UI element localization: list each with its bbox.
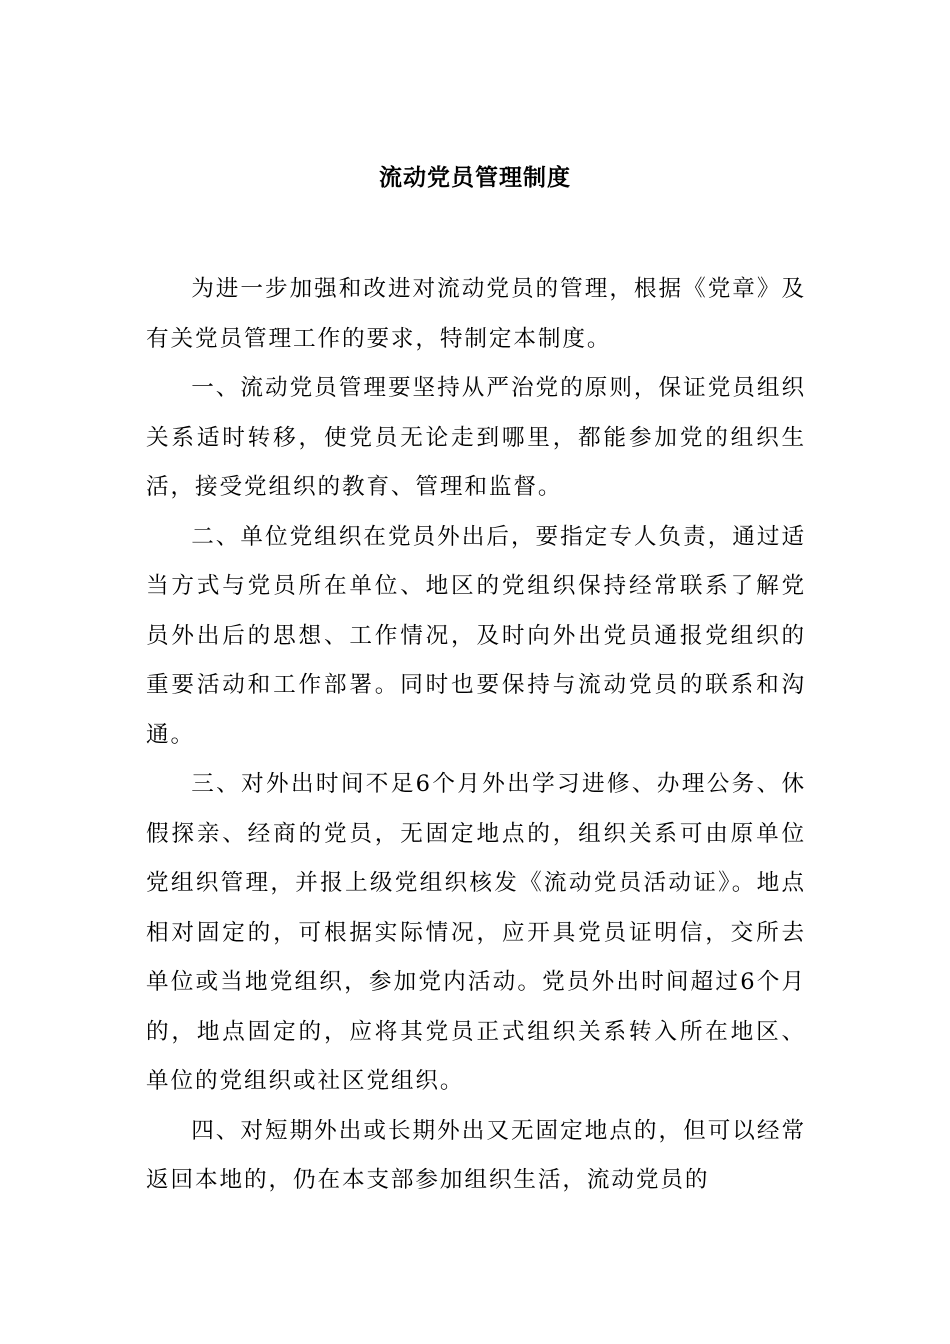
paragraph-article-1: 一、流动党员管理要坚持从严治党的原则，保证党员组织关系适时转移，使党员无论走到哪里，都能参加党的组织生活，接受党组织的教育、管理和监督。: [146, 375, 806, 500]
document-title: 流动党员管理制度: [379, 164, 571, 191]
paragraph-intro: 为进一步加强和改进对流动党员的管理，根据《党章》及有关党员管理工作的要求，特制定本制度。: [146, 276, 806, 352]
paragraph-article-2: 二、单位党组织在党员外出后，要指定专人负责，通过适当方式与党员所在单位、地区的党组织保持经常联系了解党员外出后的思想、工作情况，及时向外出党员通报党组织的重要活动和工作部署。同时也要保持与流动党员的联系和沟通。: [146, 523, 806, 748]
paragraph-article-4: 四、对短期外出或长期外出又无固定地点的，但可以经常返回本地的，仍在本支部参加组织生活，流动党员的: [146, 1117, 806, 1193]
document-body: [146, 265, 806, 1206]
paragraph-article-3: 三、对外出时间不足6个月外出学习进修、办理公务、休假探亲、经商的党员，无固定地点的，组织关系可由原单位党组织管理，并报上级党组织核发《流动党员活动证》。地点相对固定的，可根据实际情况，应开具党员证明信，交所去单位或当地党组织，参加党内活动。党员外出时间超过6个月的，地点固定的，应将其党员正式组织关系转入所在地区、单位的党组织或社区党组织。: [146, 771, 806, 1094]
